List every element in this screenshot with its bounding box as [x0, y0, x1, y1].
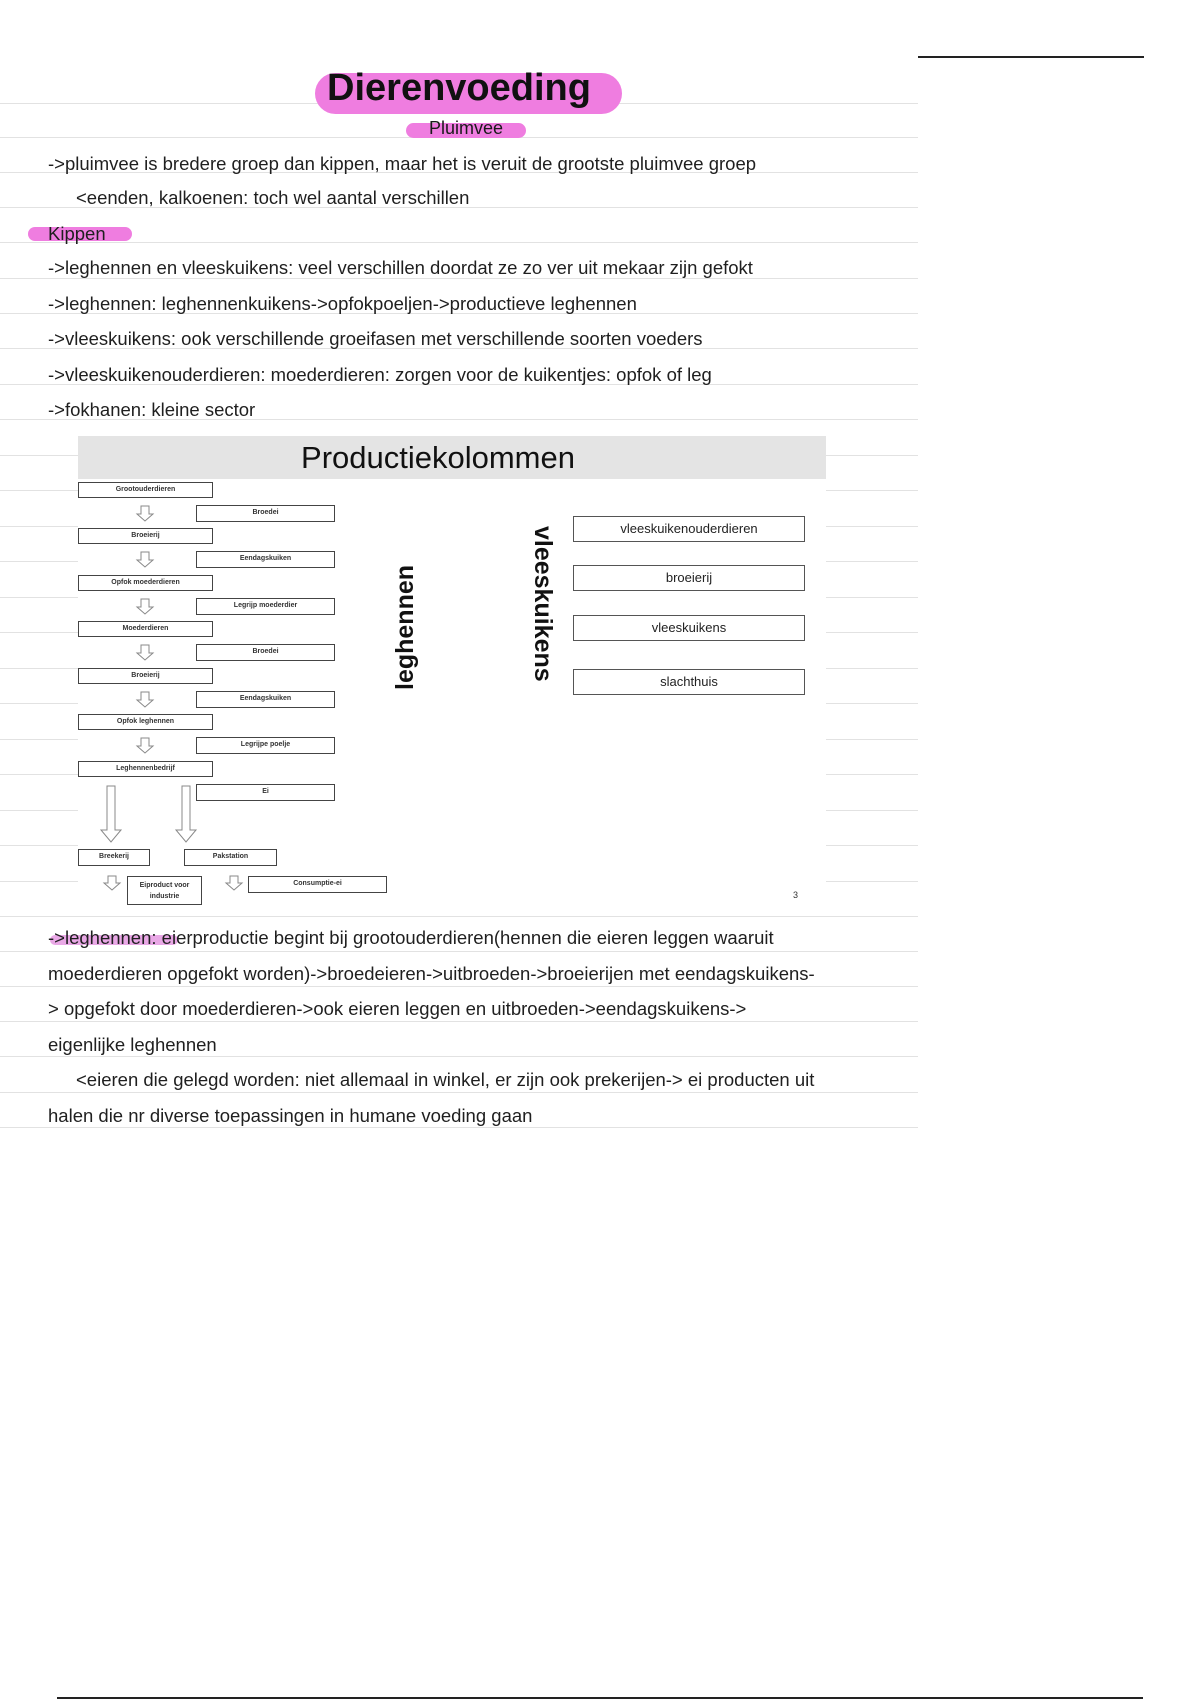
- text-line: ->leghennen: eierproductie begint bij grootouderdieren(hennen die eieren leggen waaruit: [48, 927, 774, 948]
- text-line: halen die nr diverse toepassingen in humane voeding gaan: [48, 1105, 533, 1126]
- section-heading: Kippen: [48, 223, 106, 244]
- consumptie-ei-box: Consumptie-ei: [248, 876, 387, 893]
- text-line: <eieren die gelegd worden: niet allemaal in winkel, er zijn ook prekerijen-> ei producten uit: [76, 1069, 815, 1090]
- chain-box: Opfok leghennen: [78, 714, 213, 730]
- text-line: eigenlijke leghennen: [48, 1034, 217, 1055]
- chain-box: Opfok moederdieren: [78, 575, 213, 591]
- diagram-title: Productiekolommen: [301, 440, 575, 475]
- header-rule: [918, 56, 1144, 58]
- output-box: Broedei: [196, 644, 335, 661]
- text-line: ->vleeskuikens: ook verschillende groeifasen met verschillende soorten voeders: [48, 328, 703, 349]
- rule-line: [0, 242, 918, 243]
- text-line: ->leghennen en vleeskuikens: veel verschillen doordat ze zo ver uit mekaar zijn gefokt: [48, 257, 753, 278]
- chain-box-right: vleeskuikenouderdieren: [573, 516, 805, 542]
- chain-box: Moederdieren: [78, 621, 213, 637]
- output-box: Eendagskuiken: [196, 691, 335, 708]
- page-title: Dierenvoeding: [327, 67, 591, 109]
- output-box: Legrijpe poelje: [196, 737, 335, 754]
- chain-box: Grootouderdieren: [78, 482, 213, 498]
- production-diagram: [78, 436, 826, 909]
- text-line: ->fokhanen: kleine sector: [48, 399, 256, 420]
- page-subtitle: Pluimvee: [428, 118, 504, 138]
- output-box: Broedei: [196, 505, 335, 522]
- breekerij-box: Breekerij: [78, 849, 150, 866]
- output-box: Ei: [196, 784, 335, 801]
- chain-box: Broeierij: [78, 668, 213, 684]
- pakstation-box: Pakstation: [184, 849, 277, 866]
- output-box: Legrijp moederdier: [196, 598, 335, 615]
- chain-box-right: slachthuis: [573, 669, 805, 695]
- rule-line: [0, 951, 918, 952]
- text-line: ->leghennen: leghennenkuikens->opfokpoeljen->productieve leghennen: [48, 293, 637, 314]
- chain-box: Broeierij: [78, 528, 213, 544]
- footer-rule: [57, 1697, 1143, 1699]
- text-line: > opgefokt door moederdieren->ook eieren leggen en uitbroeden->eendagskuikens->: [48, 998, 747, 1019]
- text-line: <eenden, kalkoenen: toch wel aantal verschillen: [76, 187, 470, 208]
- chain-box-right: vleeskuikens: [573, 615, 805, 641]
- label-leghennen: leghennen: [391, 564, 419, 690]
- chain-box: Leghennenbedrijf: [78, 761, 213, 777]
- label-vleeskuikens: vleeskuikens: [529, 526, 557, 682]
- output-box: Eendagskuiken: [196, 551, 335, 568]
- rule-line: [0, 916, 918, 917]
- text-line: ->pluimvee is bredere groep dan kippen, maar het is veruit de grootste pluimvee groep: [48, 153, 757, 174]
- slide-page-number: 3: [793, 890, 799, 900]
- chain-box-right: broeierij: [573, 565, 805, 591]
- text-line: moederdieren opgefokt worden)->broedeieren->uitbroeden->broeierijen met eendagskuikens-: [48, 963, 815, 984]
- rule-line: [0, 1092, 918, 1093]
- text-line: ->vleeskuikenouderdieren: moederdieren: zorgen voor de kuikentjes: opfok of leg: [48, 364, 712, 385]
- rule-line: [0, 1021, 918, 1022]
- eiproduct-box: Eiproduct voor industrie: [127, 876, 202, 905]
- rule-line: [0, 986, 918, 987]
